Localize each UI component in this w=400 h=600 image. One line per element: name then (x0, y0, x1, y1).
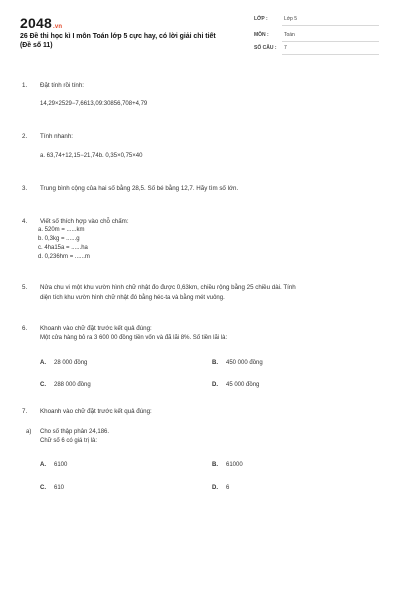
question-6 (22, 325, 382, 335)
question-number: 2. (22, 133, 28, 140)
meta-count-key: SỐ CÂU : (254, 45, 277, 51)
option-letter: D. (212, 485, 218, 491)
meta-class (254, 14, 379, 26)
question-5-line-2: diện tích khu vườn hình chữ nhật đó bằng héc-ta và bằng mét vuông. (40, 295, 225, 301)
question-text: Trung bình cộng của hai số bằng 28,5. Số bé bằng 12,7. Hãy tìm số lớn. (40, 185, 239, 192)
option-letter: A. (40, 462, 46, 468)
meta-underline (282, 54, 379, 55)
option-letter: D. (212, 382, 218, 388)
question-number: 5. (22, 284, 28, 291)
logo-text: 2048 (20, 15, 52, 31)
option-letter: B. (212, 462, 218, 468)
question-1-detail: 14,29×2529−7,6613,09:30856,708+4,79 (40, 101, 148, 107)
meta-class-key: LỚP : (254, 16, 268, 22)
question-4-line-b: b. 0,3kg = ......g (38, 236, 80, 242)
option-text: 45 000 đồng (226, 382, 260, 388)
question-text: Khoanh vào chữ đặt trước kết quả đúng: (40, 325, 152, 332)
option-text: 6 (226, 485, 230, 491)
option-text: 288 000 đồng (54, 382, 91, 388)
question-7-part-label: a) (26, 429, 32, 435)
question-6-option-b[interactable] (212, 360, 263, 366)
meta-subject-key: MÔN : (254, 32, 269, 38)
meta-underline (282, 41, 379, 42)
question-number: 7. (22, 408, 28, 415)
question-text: Tính nhanh: (40, 133, 74, 140)
question-text: Nửa chu vi một khu vườn hình chữ nhật đo được 0,63km, chiều rộng bằng 25 chiều dài. Tính (40, 284, 296, 291)
question-number: 1. (22, 82, 28, 89)
option-letter: B. (212, 360, 218, 366)
option-text: 6100 (54, 462, 68, 468)
title-line-1: 26 Đề thi học kì I môn Toán lớp 5 cực hay, có lời giải chi tiết (20, 33, 216, 40)
question-2 (22, 133, 382, 143)
question-text: Đặt tính rồi tính: (40, 82, 85, 89)
question-7-option-b[interactable] (212, 462, 243, 468)
meta-underline (282, 25, 379, 26)
logo-suffix: .vn (52, 24, 63, 30)
document-header (0, 0, 400, 70)
question-3 (22, 185, 382, 195)
question-6-option-a[interactable] (40, 360, 87, 366)
question-7-option-d[interactable] (212, 485, 229, 491)
question-1 (22, 82, 382, 92)
option-text: 450 000 đồng (226, 360, 263, 366)
option-text: 610 (54, 485, 65, 491)
question-4-line-a: a. 520m = ......km (38, 227, 85, 233)
meta-subject-value: Toán (284, 32, 295, 38)
title-line-2: (Đề số 11) (20, 42, 53, 49)
question-4-line-d: d. 0,236hm = ......m (38, 254, 90, 260)
question-2-detail: a. 63,74+12,15−21,74b. 0,35×0,75×40 (40, 153, 143, 159)
option-text: 61000 (226, 462, 243, 468)
question-6-detail: Một cửa hàng bỏ ra 3 600 00 đồng tiền vốn và đã lãi 8%. Số tiền lãi là: (40, 335, 228, 341)
question-7-part-text: Cho số thập phân 24,186. (40, 429, 110, 435)
option-letter: A. (40, 360, 46, 366)
option-letter: C. (40, 485, 46, 491)
question-text: Viết số thích hợp vào chỗ chấm: (40, 218, 129, 225)
question-6-option-d[interactable] (212, 382, 259, 388)
question-7-option-c[interactable] (40, 485, 64, 491)
question-text: Khoanh vào chữ đặt trước kết quả đúng: (40, 408, 152, 415)
meta-question-count (254, 43, 379, 55)
question-6-option-c[interactable] (40, 382, 91, 388)
question-7-option-a[interactable] (40, 462, 67, 468)
question-7 (22, 408, 382, 418)
question-4-line-c: c. 4ha15a = ......ha (38, 245, 88, 251)
question-5 (22, 284, 382, 294)
meta-class-value: Lớp 5 (284, 16, 298, 22)
question-number: 3. (22, 185, 28, 192)
document-title (20, 32, 246, 50)
question-number: 4. (22, 218, 28, 225)
site-logo[interactable] (20, 15, 62, 31)
question-7-part-detail: Chữ số 6 có giá trị là: (40, 438, 98, 444)
question-number: 6. (22, 325, 28, 332)
meta-subject (254, 30, 379, 42)
option-letter: C. (40, 382, 46, 388)
option-text: 28 000 đồng (54, 360, 88, 366)
meta-count-value: 7 (284, 45, 287, 51)
